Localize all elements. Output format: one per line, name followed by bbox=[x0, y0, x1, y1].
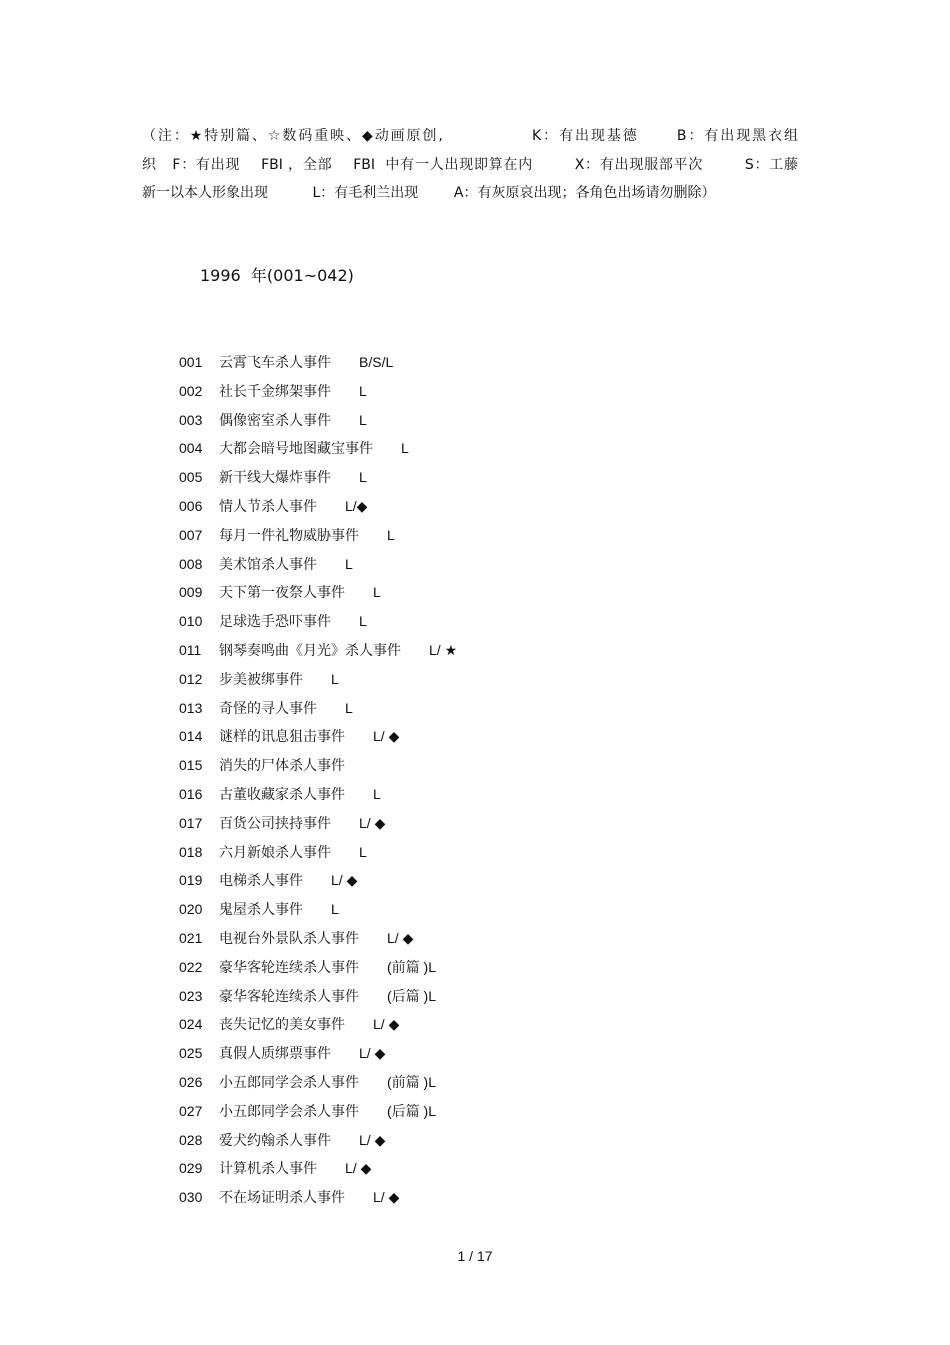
episode-tag: L/ ◆ bbox=[373, 1016, 400, 1033]
episode-row bbox=[179, 1010, 457, 1039]
episode-title: 真假人质绑票事件 bbox=[219, 1046, 331, 1063]
episode-tag: (前篇 )L bbox=[387, 958, 436, 975]
episode-number: 030 bbox=[179, 1189, 203, 1206]
episode-title: 百货公司挟持事件 bbox=[219, 815, 331, 832]
episode-title: 爱犬约翰杀人事件 bbox=[219, 1132, 331, 1149]
episode-row bbox=[179, 866, 457, 895]
episode-number: 026 bbox=[179, 1073, 203, 1090]
episode-tag: L bbox=[359, 843, 367, 860]
episode-tag: L/ ◆ bbox=[373, 728, 400, 745]
episode-number: 010 bbox=[179, 613, 203, 630]
episode-row bbox=[179, 521, 457, 550]
episode-title: 计算机杀人事件 bbox=[219, 1161, 317, 1178]
episode-number: 016 bbox=[179, 785, 203, 802]
episode-row bbox=[179, 1154, 457, 1183]
episode-number: 019 bbox=[179, 872, 203, 889]
episode-row bbox=[179, 838, 457, 867]
episode-row bbox=[179, 406, 457, 435]
episode-number: 021 bbox=[179, 929, 203, 946]
episode-row bbox=[179, 751, 457, 780]
episode-tag: L bbox=[373, 785, 381, 802]
episode-number: 008 bbox=[179, 555, 203, 572]
episode-tag: L bbox=[387, 526, 395, 543]
page-indicator: 1 / 17 bbox=[457, 1248, 493, 1264]
episode-row bbox=[179, 982, 457, 1011]
episode-title: 消失的尸体杀人事件 bbox=[219, 758, 345, 775]
episode-number: 007 bbox=[179, 526, 203, 543]
episode-tag: (前篇 )L bbox=[387, 1073, 436, 1090]
episode-title: 新干线大爆炸事件 bbox=[219, 470, 331, 487]
episode-tag: L bbox=[401, 440, 409, 457]
episode-tag: L bbox=[359, 613, 367, 630]
episode-title: 鬼屋杀人事件 bbox=[219, 902, 303, 919]
episode-row bbox=[179, 607, 457, 636]
episode-title: 谜样的讯息狙击事件 bbox=[219, 729, 345, 746]
episode-title: 每月一件礼物威胁事件 bbox=[219, 527, 359, 544]
episode-number: 027 bbox=[179, 1102, 203, 1119]
episode-title: 天下第一夜祭人事件 bbox=[219, 585, 345, 602]
episode-number: 017 bbox=[179, 814, 203, 831]
legend-note-line: 织 F：有出现 FBI ，全部 FBI 中有一人出现即算在内 X：有出现服部平次 S：工藤 bbox=[142, 156, 798, 173]
episode-title: 大都会暗号地图藏宝事件 bbox=[219, 441, 373, 458]
episode-row bbox=[179, 1068, 457, 1097]
episode-title: 步美被绑事件 bbox=[219, 671, 303, 688]
episode-number: 024 bbox=[179, 1016, 203, 1033]
episode-tag: L bbox=[373, 584, 381, 601]
episode-number: 009 bbox=[179, 584, 203, 601]
episode-tag: L/ ◆ bbox=[331, 872, 358, 889]
episode-title: 豪华客轮连续杀人事件 bbox=[219, 988, 359, 1005]
episode-row bbox=[179, 636, 457, 665]
episode-title: 豪华客轮连续杀人事件 bbox=[219, 959, 359, 976]
episode-number: 002 bbox=[179, 382, 203, 399]
episode-row bbox=[179, 665, 457, 694]
episode-number: 014 bbox=[179, 728, 203, 745]
episode-row bbox=[179, 694, 457, 723]
episode-number: 018 bbox=[179, 843, 203, 860]
episode-title: 足球选手恐吓事件 bbox=[219, 614, 331, 631]
episode-tag: L bbox=[345, 699, 353, 716]
episode-row bbox=[179, 722, 457, 751]
episode-number: 020 bbox=[179, 901, 203, 918]
episode-title: 云霄飞车杀人事件 bbox=[219, 355, 331, 371]
episode-row bbox=[179, 492, 457, 521]
episode-tag: L bbox=[359, 469, 367, 486]
episode-tag: L bbox=[331, 901, 339, 918]
episode-row bbox=[179, 1039, 457, 1068]
episode-tag: L/ ★ bbox=[429, 641, 458, 658]
episode-tag: L/ ◆ bbox=[359, 1045, 386, 1062]
episode-title: 不在场证明杀人事件 bbox=[219, 1190, 345, 1207]
episode-tag: L bbox=[359, 411, 367, 428]
episode-row bbox=[179, 895, 457, 924]
episode-number: 013 bbox=[179, 699, 203, 716]
episode-number: 028 bbox=[179, 1131, 203, 1148]
episode-number: 025 bbox=[179, 1045, 203, 1062]
episode-title: 美术馆杀人事件 bbox=[219, 556, 317, 573]
episode-row bbox=[179, 1097, 457, 1126]
episode-number: 005 bbox=[179, 469, 203, 486]
episode-row bbox=[179, 953, 457, 982]
episode-number: 023 bbox=[179, 987, 203, 1004]
episode-title: 社长千金绑架事件 bbox=[219, 383, 331, 400]
episode-row bbox=[179, 550, 457, 579]
episode-tag: B/S/L bbox=[359, 354, 394, 370]
episode-tag: L/ ◆ bbox=[359, 814, 386, 831]
episode-row bbox=[179, 780, 457, 809]
episode-title: 电梯杀人事件 bbox=[219, 873, 303, 890]
episode-number: 022 bbox=[179, 958, 203, 975]
episode-tag: L bbox=[345, 555, 353, 572]
episode-tag: L/ ◆ bbox=[373, 1189, 400, 1206]
episode-row bbox=[179, 434, 457, 463]
episode-tag: L/ ◆ bbox=[345, 1160, 372, 1177]
episode-number: 029 bbox=[179, 1160, 203, 1177]
episode-number: 015 bbox=[179, 757, 203, 774]
episode-tag: (后篇 )L bbox=[387, 1102, 436, 1119]
episode-tag: L/◆ bbox=[345, 497, 368, 514]
episode-tag: L/ ◆ bbox=[359, 1131, 386, 1148]
episode-title: 电视台外景队杀人事件 bbox=[219, 930, 359, 947]
episode-title: 小五郎同学会杀人事件 bbox=[219, 1074, 359, 1091]
episode-title: 古董收藏家杀人事件 bbox=[219, 786, 345, 803]
episode-row bbox=[179, 348, 457, 377]
episode-title: 丧失记忆的美女事件 bbox=[219, 1017, 345, 1034]
episode-number: 004 bbox=[179, 440, 203, 457]
episode-title: 奇怪的寻人事件 bbox=[219, 700, 317, 717]
episode-tag: L bbox=[331, 670, 339, 687]
episode-number: 001 bbox=[179, 354, 203, 370]
episode-title: 偶像密室杀人事件 bbox=[219, 412, 331, 429]
episode-number: 006 bbox=[179, 497, 203, 514]
legend-note bbox=[142, 122, 798, 208]
episode-title: 小五郎同学会杀人事件 bbox=[219, 1103, 359, 1120]
episode-title: 钢琴奏鸣曲《月光》杀人事件 bbox=[219, 642, 401, 659]
episode-tag: (后篇 )L bbox=[387, 987, 436, 1004]
episode-number: 003 bbox=[179, 411, 203, 428]
episode-number: 011 bbox=[179, 641, 202, 658]
episode-tag: L/ ◆ bbox=[387, 929, 414, 946]
legend-note-line: （注：★特别篇、☆数码重映、◆动画原创, K：有出现基德 B：有出现黑衣组 bbox=[142, 128, 798, 144]
episode-row bbox=[179, 463, 457, 492]
episode-row bbox=[179, 377, 457, 406]
episode-row bbox=[179, 809, 457, 838]
episode-row bbox=[179, 1126, 457, 1155]
episode-row bbox=[179, 578, 457, 607]
episode-number: 012 bbox=[179, 670, 203, 687]
section-heading: 1996 年(001~042) bbox=[200, 266, 354, 285]
episode-title: 六月新娘杀人事件 bbox=[219, 844, 331, 861]
episode-tag: L bbox=[359, 382, 367, 399]
episode-title: 情人节杀人事件 bbox=[219, 498, 317, 515]
episode-row bbox=[179, 1183, 457, 1212]
episode-row bbox=[179, 924, 457, 953]
episode-list bbox=[179, 348, 457, 1212]
legend-note-line: 新一以本人形象出现 L：有毛利兰出现 A：有灰原哀出现；各角色出场请勿删除） bbox=[142, 185, 716, 201]
